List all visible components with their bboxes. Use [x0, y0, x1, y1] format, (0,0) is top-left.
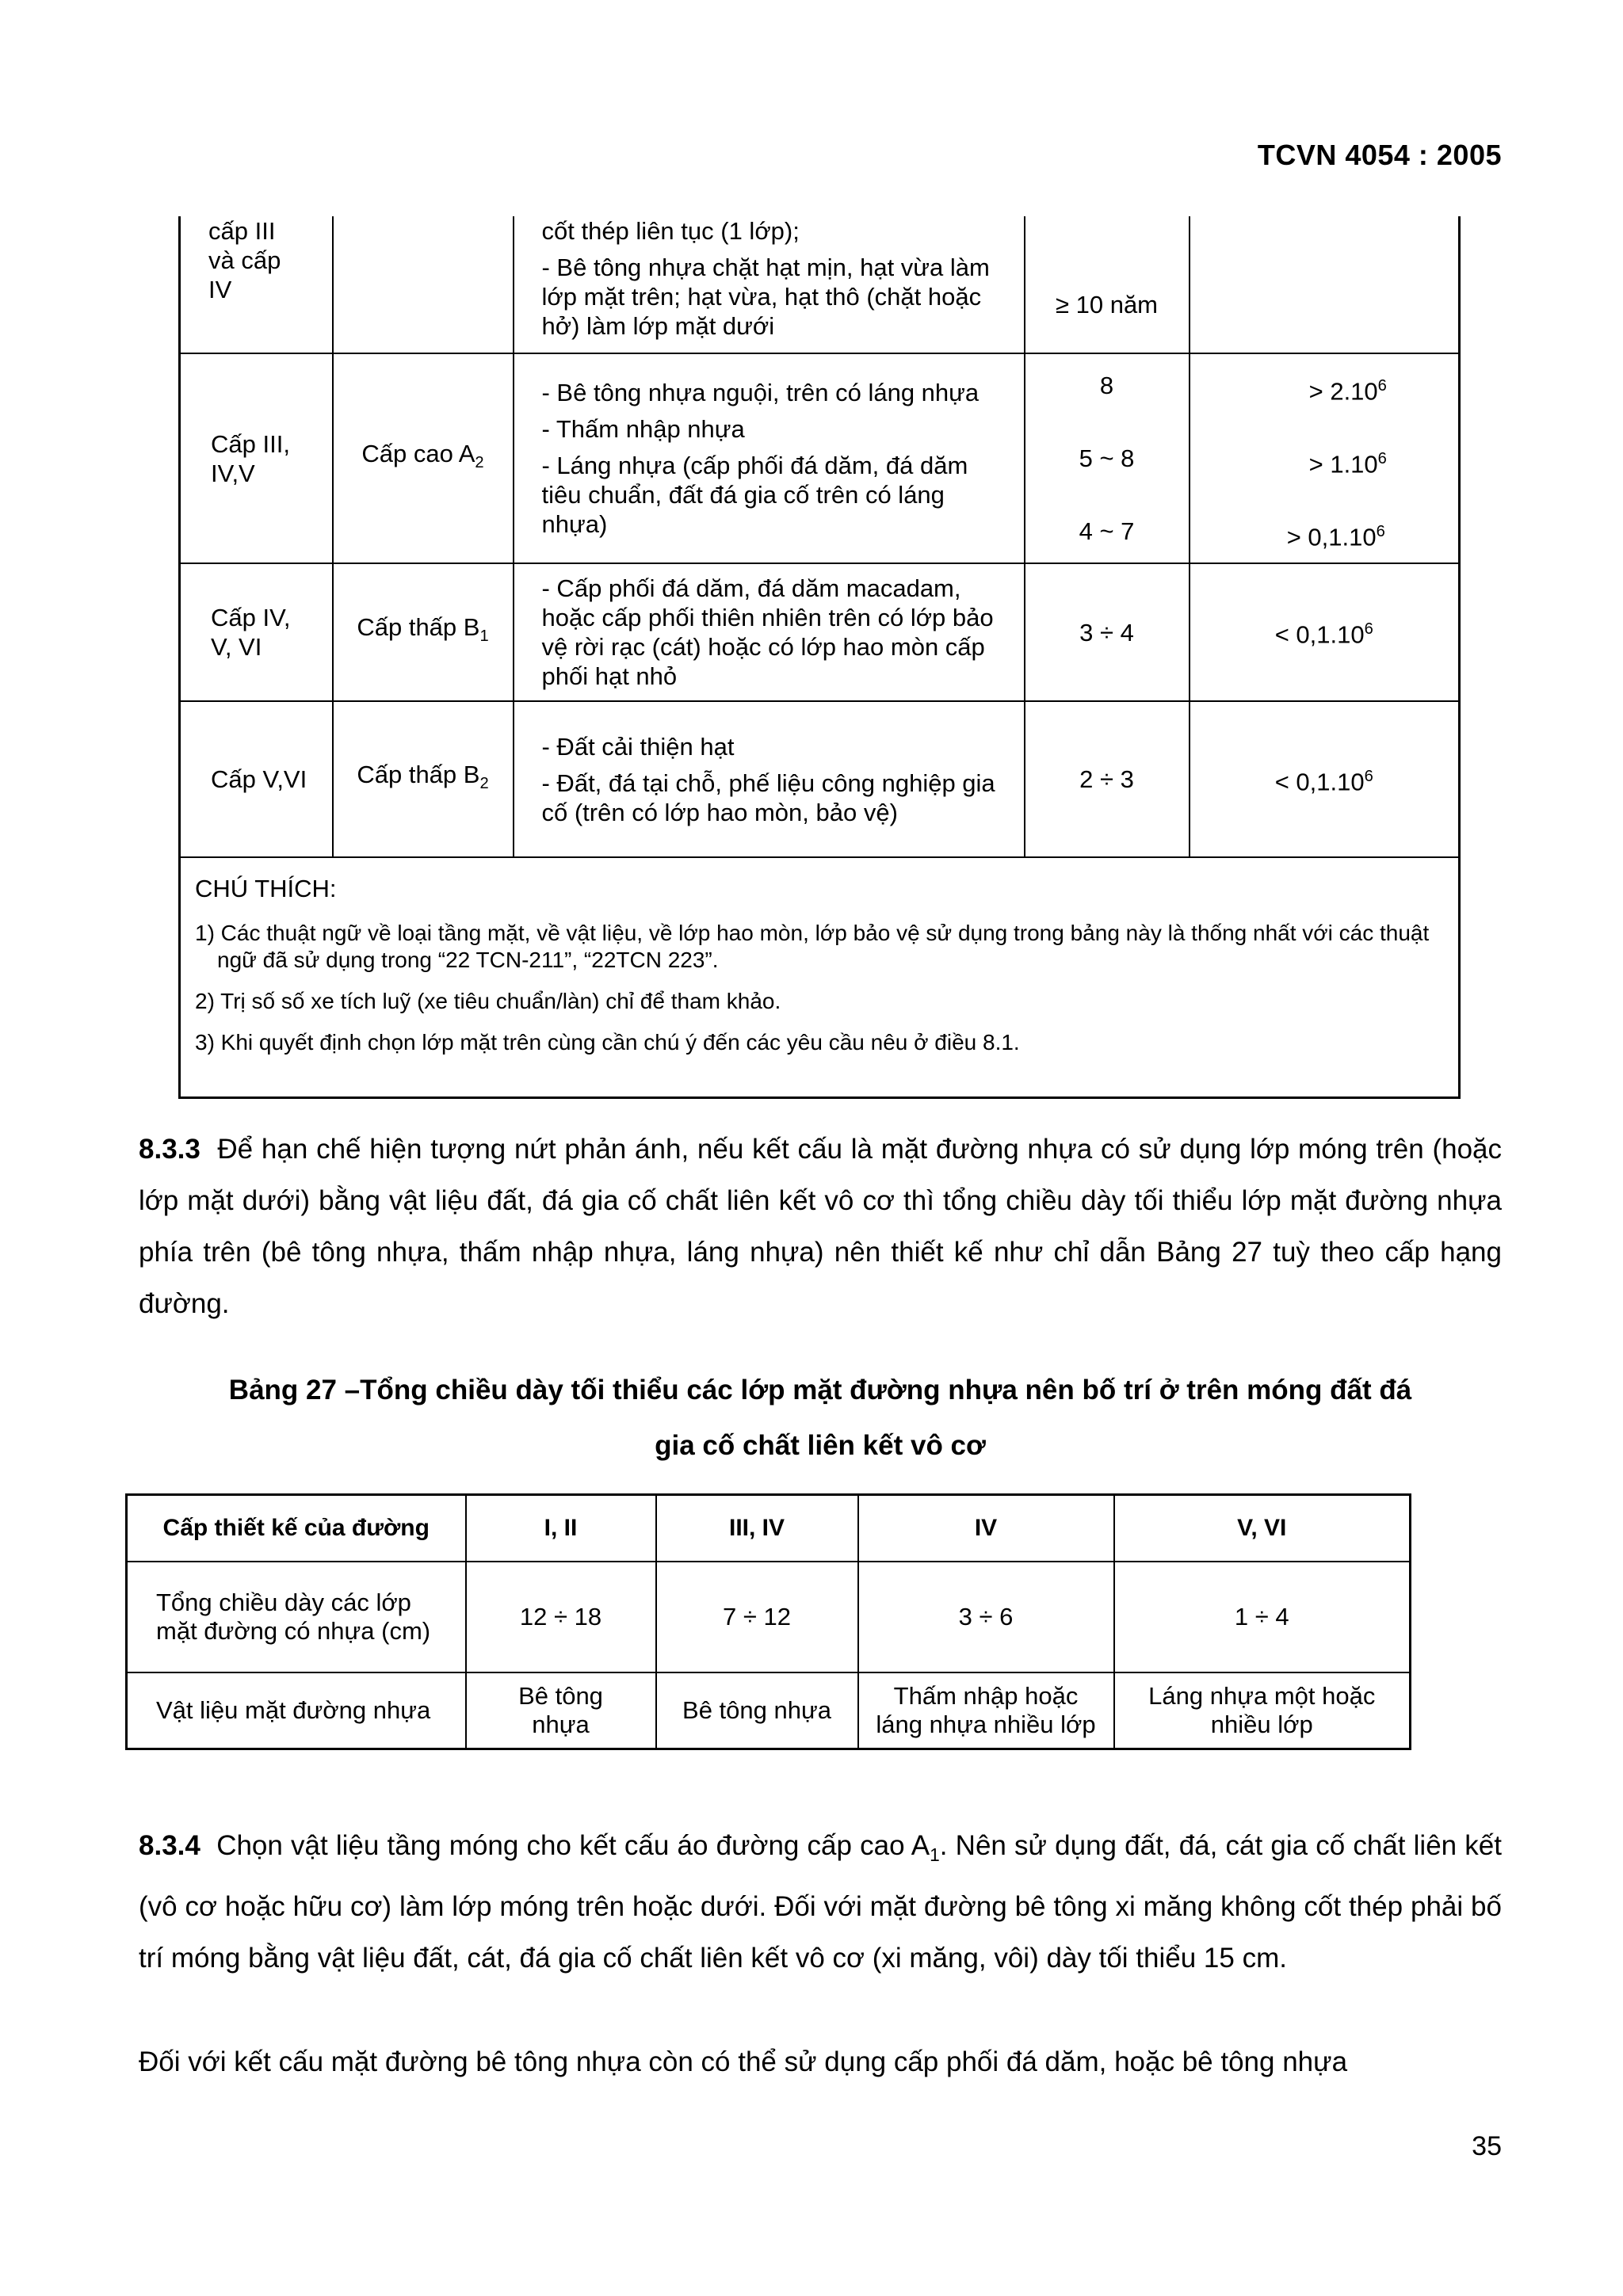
type-cell [333, 353, 514, 563]
section-text: . Nên sử dụng đất, đá, cát gia cố chất liên kết (vô cơ hoặc hữu cơ) làm lớp móng trên hoặc dưới. Đối với mặt đường bê tông xi măng không cốt thép phải bố trí móng bằng vật liệu đất, cát, đá gia cố chất liên kết vô cơ (xi măng, vôi) dày tối thiểu 15 cm. [139, 1830, 1502, 1974]
table-row-b2 [180, 701, 1460, 857]
traffic-cell [1190, 353, 1460, 563]
column-header: V, VI [1114, 1495, 1411, 1562]
section-text: Chọn vật liệu tầng móng cho kết cấu áo đường cấp cao A [216, 1830, 930, 1861]
grade-cell [180, 353, 333, 563]
table-27 [125, 1493, 1411, 1750]
table-row-b1 [180, 563, 1460, 701]
table-cell: 7 ÷ 12 [656, 1562, 858, 1672]
table-cell: 12 ÷ 18 [466, 1562, 656, 1672]
grade-label: Cấp III, IV,V [211, 429, 290, 487]
material-item: - Bê tông nhựa nguội, trên có láng nhựa [541, 379, 980, 406]
materials-cell [514, 353, 1025, 563]
column-header: I, II [466, 1495, 656, 1562]
material-item: - Đất, đá tại chỗ, phế liệu công nghiệp gia cố (trên có lớp hao mòn, bảo vệ) [541, 769, 995, 826]
row-label: Vật liệu mặt đường nhựa [127, 1672, 466, 1749]
table-cell: Bê tông nhựa [656, 1672, 858, 1749]
materials-cell [514, 216, 1025, 353]
section-text: Để hạn chế hiện tượng nứt phản ánh, nếu kết cấu là mặt đường nhựa có sử dụng lớp móng trên (hoặc lớp mặt dưới) bằng vật liệu đất, đá gia cố chất liên kết vô cơ thì tổng chiều dày tối thiểu lớp mặt đường nhựa phía trên (bê tông nhựa, thấm nhập nhựa, láng nhựa) nên thiết kế như chỉ dẫn Bảng 27 tuỳ theo cấp hạng đường. [139, 1134, 1503, 1319]
grade-line: cấp III [208, 217, 276, 245]
table-header-row [127, 1495, 1411, 1562]
pavement-type-table [178, 216, 1461, 1099]
traffic-value: > $1.10^6$ [1308, 449, 1387, 478]
type-label: Cấp thấp B [357, 613, 480, 642]
grade-line: và cấp [208, 246, 281, 274]
grade-line: IV [208, 276, 232, 303]
type-subscript: 2 [479, 775, 489, 793]
paragraph-8-3-3 [139, 1123, 1502, 1329]
type-cell [333, 563, 514, 701]
traffic-cell [1190, 216, 1460, 353]
page-number: 35 [1472, 2131, 1502, 2161]
material-item: - Cấp phối đá dăm, đá dăm macadam, hoặc cấp phối thiên nhiên trên có lớp bảo vệ rời rạc (cát) hoặc có lớp hao mòn cấp phối hạt nhỏ [541, 574, 994, 690]
years-value: 4 ~ 7 [1079, 517, 1135, 545]
material-item: cốt thép liên tục (1 lớp); [541, 217, 800, 245]
table-row [127, 1672, 1411, 1749]
note-item: 2) Trị số số xe tích luỹ (xe tiêu chuẩn/làn) chỉ để tham khảo. [195, 989, 781, 1013]
type-label: Cấp cao A [361, 439, 475, 467]
column-header: Cấp thiết kế của đường [127, 1495, 466, 1562]
materials-cell [514, 701, 1025, 857]
column-header: IV [858, 1495, 1114, 1562]
table-row-a2 [180, 353, 1460, 563]
years-value: 5 ~ 8 [1079, 444, 1135, 472]
type-label: Cấp thấp B [357, 760, 480, 788]
table-cell: Bê tông nhựa [466, 1672, 656, 1749]
years-cell: ≥ 10 năm [1025, 216, 1190, 353]
paragraph-continuation: Đối với kết cấu mặt đường bê tông nhựa còn có thể sử dụng cấp phối đá dăm, hoặc bê tông nhựa [139, 2046, 1348, 2077]
table-cell: 3 ÷ 6 [858, 1562, 1114, 1672]
caption-line: gia cố chất liên kết vô cơ [655, 1430, 986, 1461]
material-item: - Thấm nhập nhựa [541, 415, 745, 443]
years-cell: 2 ÷ 3 [1025, 701, 1190, 857]
type-subscript: 1 [479, 627, 489, 646]
caption-line: Bảng 27 –Tổng chiều dày tối thiểu các lớp mặt đường nhựa nên bố trí ở trên móng đất đá [228, 1375, 1412, 1405]
standard-header: TCVN 4054 : 2005 [1257, 139, 1502, 171]
table-row [127, 1562, 1411, 1672]
grade-cell [180, 563, 333, 701]
type-subscript: 2 [475, 454, 484, 472]
grade-cell [180, 216, 333, 353]
section-subscript: 1 [930, 1844, 940, 1865]
column-header: III, IV [656, 1495, 858, 1562]
table-cell: 1 ÷ 4 [1114, 1562, 1411, 1672]
notes-cell [180, 857, 1460, 1097]
table-27-caption [139, 1363, 1502, 1474]
material-item: - Láng nhựa (cấp phối đá dăm, đá dăm tiêu chuẩn, đất đá gia cố trên có láng nhựa) [541, 452, 968, 538]
table-notes-row [180, 857, 1460, 1097]
section-number: 8.3.3 [139, 1134, 200, 1165]
type-cell [333, 216, 514, 353]
table-cell: Thấm nhập hoặc láng nhựa nhiều lớp [858, 1672, 1114, 1749]
row-label: Tổng chiều dày các lớp mặt đường có nhựa (cm) [127, 1562, 466, 1672]
note-item: 3) Khi quyết định chọn lớp mặt trên cùng cần chú ý đến các yêu cầu nêu ở điều 8.1. [195, 1030, 1020, 1055]
paragraph-8-3-4 [139, 1820, 1502, 1984]
traffic-cell: < $0,1.10^6$ [1190, 701, 1460, 857]
note-item: 1) Các thuật ngữ về loại tầng mặt, về vật liệu, về lớp hao mòn, lớp bảo vệ sử dụng trong bảng này là thống nhất với các thuật ngữ đã sử dụng trong “22 TCN-211”, “22TCN 223”. [195, 921, 1430, 972]
traffic-cell: < $0,1.10^6$ [1190, 563, 1460, 701]
section-number: 8.3.4 [139, 1830, 200, 1861]
grade-label: Cấp IV, V, VI [211, 604, 291, 661]
type-cell [333, 701, 514, 857]
traffic-value: > $2.10^6$ [1308, 376, 1387, 405]
material-item: - Đất cải thiện hạt [541, 732, 735, 761]
materials-cell [514, 563, 1025, 701]
traffic-value: > $0,1.10^6$ [1286, 522, 1385, 551]
grade-cell: Cấp V,VI [180, 701, 333, 857]
years-value: 8 [1099, 371, 1114, 399]
table-row-continued [180, 216, 1460, 353]
table-cell: Láng nhựa một hoặc nhiều lớp [1114, 1672, 1411, 1749]
years-cell: 3 ÷ 4 [1025, 563, 1190, 701]
material-item: - Bê tông nhựa chặt hạt mịn, hạt vừa làm lớp mặt trên; hạt vừa, hạt thô (chặt hoặc hở) làm lớp mặt dưới [541, 254, 990, 340]
notes-title: CHÚ THÍCH: [195, 875, 337, 902]
years-cell [1025, 353, 1190, 563]
